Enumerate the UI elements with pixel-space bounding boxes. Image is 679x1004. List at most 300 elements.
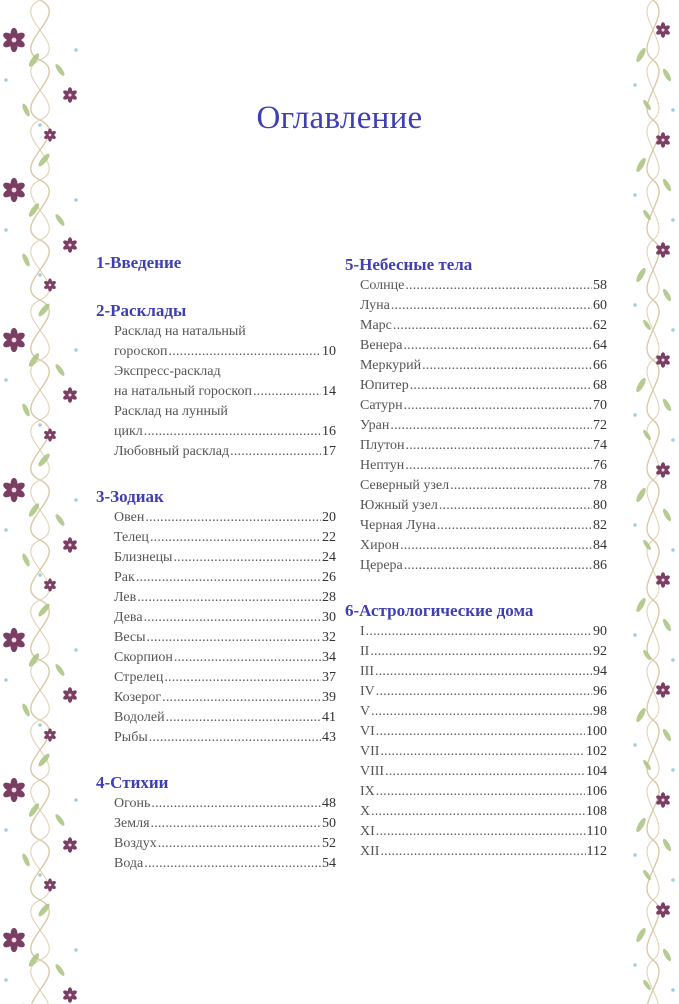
flower-ornament — [2, 328, 26, 352]
leaf-ornament — [661, 68, 672, 83]
toc-entry[interactable] — [360, 416, 607, 436]
entry-label: Нептун — [360, 458, 405, 473]
entry-label: Плутон — [360, 438, 405, 453]
toc-entry[interactable] — [114, 648, 336, 668]
dot-leader — [439, 496, 592, 516]
toc-entry[interactable] — [360, 336, 607, 356]
entry-label: Рак — [114, 570, 135, 585]
flower-ornament — [62, 237, 78, 252]
entry-page-number: 60 — [593, 298, 607, 313]
entry-label: Рыбы — [114, 730, 148, 745]
flower-ornament — [2, 778, 26, 802]
entry-page-number: 20 — [322, 510, 336, 525]
dot-leader — [144, 608, 321, 628]
dot-ornament — [4, 978, 8, 982]
leaf-ornament — [661, 398, 672, 413]
entry-page-number: 90 — [593, 624, 607, 639]
toc-entry[interactable] — [360, 276, 607, 296]
entry-page-number: 48 — [322, 796, 336, 811]
leaf-ornament — [27, 802, 41, 818]
floral-border-right — [627, 0, 679, 1004]
entry-page-number: 37 — [322, 670, 336, 685]
toc-entry[interactable] — [360, 802, 607, 822]
dot-leader — [162, 688, 321, 708]
dot-leader — [405, 456, 592, 476]
dot-ornament — [4, 828, 8, 832]
toc-entry[interactable] — [114, 528, 336, 548]
dot-ornament — [74, 798, 78, 802]
toc-entry[interactable] — [360, 622, 607, 642]
entry-label: Юпитер — [360, 378, 409, 393]
entry-label: Церера — [360, 558, 403, 573]
flower-ornament — [2, 28, 26, 52]
dot-leader — [437, 516, 592, 536]
flower-ornament — [2, 178, 26, 202]
leaf-ornament — [661, 838, 672, 853]
leaf-ornament — [54, 63, 66, 77]
entry-page-number: 64 — [593, 338, 607, 353]
toc-entry[interactable] — [360, 376, 607, 396]
entry-label: Венера — [360, 338, 403, 353]
flower-ornament — [62, 387, 78, 402]
toc-section-introduction — [96, 252, 336, 274]
dot-leader — [422, 356, 592, 376]
leaf-ornament — [635, 157, 648, 174]
flower-ornament — [43, 728, 56, 741]
entry-page-number: 70 — [593, 398, 607, 413]
entry-label: Весы — [114, 630, 146, 645]
toc-entry[interactable] — [114, 608, 336, 628]
flower-ornament — [62, 987, 78, 1002]
toc-entry[interactable] — [114, 708, 336, 728]
entry-page-number: 100 — [586, 724, 607, 739]
toc-entry-line[interactable]: Расклад на натальный — [114, 324, 246, 339]
dot-ornament — [671, 878, 675, 882]
entry-label: Овен — [114, 510, 145, 525]
entry-page-number: 110 — [586, 824, 607, 839]
dot-ornament — [4, 528, 8, 532]
entry-label: Огонь — [114, 796, 151, 811]
dot-leader — [380, 742, 585, 762]
entry-label: Луна — [360, 298, 390, 313]
toc-entry[interactable] — [360, 436, 607, 456]
entry-label: Южный узел — [360, 498, 438, 513]
entry-page-number: 50 — [322, 816, 336, 831]
dot-leader — [406, 436, 592, 456]
dot-leader — [158, 834, 321, 854]
leaf-ornament — [21, 553, 31, 568]
dot-leader — [169, 342, 321, 362]
section-heading[interactable]: 4-Стихии — [96, 773, 169, 792]
toc-entry-line[interactable]: Расклад на лунный — [114, 404, 228, 419]
dot-leader — [390, 416, 592, 436]
dot-ornament — [671, 218, 675, 222]
flower-ornament — [2, 928, 26, 952]
leaf-ornament — [27, 502, 41, 518]
entry-label: Скорпион — [114, 650, 173, 665]
entry-page-number: 68 — [593, 378, 607, 393]
dot-leader — [450, 476, 592, 496]
leaf-ornament — [635, 927, 648, 944]
toc-entry[interactable] — [114, 548, 336, 568]
entry-page-number: 80 — [593, 498, 607, 513]
toc-section-astrological-houses — [345, 600, 607, 862]
flower-ornament — [43, 578, 56, 591]
toc-entry[interactable] — [360, 662, 607, 682]
toc-entry[interactable] — [114, 668, 336, 688]
entry-label: Сатурн — [360, 398, 403, 413]
entry-page-number: 84 — [593, 538, 607, 553]
dot-leader — [393, 316, 592, 336]
entry-label: Козерог — [114, 690, 162, 705]
toc-entry[interactable] — [360, 702, 607, 722]
toc-entry[interactable] — [360, 722, 607, 742]
entry-label: Лев — [114, 590, 137, 605]
dot-leader — [380, 842, 585, 862]
dot-leader — [151, 814, 321, 834]
toc-entry[interactable] — [360, 642, 607, 662]
entry-label: Водолей — [114, 710, 165, 725]
entry-page-number: 98 — [593, 704, 607, 719]
leaf-ornament — [54, 663, 66, 677]
entry-page-number: 72 — [593, 418, 607, 433]
entry-label: XII — [360, 844, 380, 859]
toc-entry[interactable] — [360, 456, 607, 476]
entry-list — [345, 622, 607, 862]
dot-ornament — [633, 963, 637, 967]
toc-entry[interactable] — [360, 742, 607, 762]
dot-leader — [400, 536, 592, 556]
entry-label: Северный узел — [360, 478, 450, 493]
toc-entry[interactable] — [114, 834, 336, 854]
entry-page-number: 112 — [586, 844, 607, 859]
entry-label: Меркурий — [360, 358, 422, 373]
flower-ornament — [655, 682, 671, 697]
dot-ornament — [671, 988, 675, 992]
leaf-ornament — [635, 267, 648, 284]
dot-leader — [410, 376, 592, 396]
dot-leader — [376, 782, 585, 802]
toc-entry[interactable] — [114, 728, 336, 748]
vine-ornament — [31, 0, 49, 1004]
entry-page-number: 10 — [322, 344, 336, 359]
toc-entry[interactable] — [360, 556, 607, 576]
flower-ornament — [43, 278, 56, 291]
entry-page-number: 106 — [586, 784, 607, 799]
toc-entry[interactable] — [360, 516, 607, 536]
leaf-ornament — [635, 707, 648, 724]
leaf-ornament — [54, 813, 66, 827]
leaf-ornament — [21, 253, 31, 268]
entry-label: Земля — [114, 816, 150, 831]
section-heading[interactable]: 5-Небесные тела — [345, 255, 473, 274]
leaf-ornament — [21, 853, 31, 868]
dot-ornament — [633, 523, 637, 527]
entry-label: Любовный расклад — [114, 444, 230, 459]
dot-ornament — [38, 573, 42, 577]
dot-leader — [404, 556, 592, 576]
toc-entry[interactable] — [114, 794, 336, 814]
entry-page-number: 52 — [322, 836, 336, 851]
flower-ornament — [62, 687, 78, 702]
toc-section-spreads — [96, 300, 336, 462]
leaf-ornament — [21, 703, 31, 718]
entry-page-number: 62 — [593, 318, 607, 333]
dot-ornament — [38, 723, 42, 727]
dot-ornament — [671, 658, 675, 662]
entry-label: XI — [360, 824, 375, 839]
floral-border-left — [0, 0, 82, 1004]
entry-page-number: 17 — [322, 444, 336, 459]
dot-ornament — [633, 853, 637, 857]
dot-ornament — [38, 273, 42, 277]
entry-page-number: 32 — [322, 630, 336, 645]
dot-ornament — [38, 423, 42, 427]
toc-entry[interactable] — [114, 854, 336, 874]
section-heading[interactable]: 1-Введение — [96, 253, 182, 272]
dot-ornament — [74, 198, 78, 202]
entry-label: гороскоп — [114, 344, 168, 359]
toc-entry[interactable] — [114, 442, 336, 462]
entry-page-number: 66 — [593, 358, 607, 373]
entry-label: Телец — [114, 530, 149, 545]
dot-ornament — [633, 83, 637, 87]
dot-leader — [405, 276, 592, 296]
dot-leader — [174, 648, 321, 668]
dot-leader — [173, 548, 321, 568]
leaf-ornament — [661, 178, 672, 193]
vine-ornament — [647, 0, 659, 1004]
dot-ornament — [633, 633, 637, 637]
dot-leader — [144, 854, 321, 874]
toc-entry[interactable] — [360, 396, 607, 416]
dot-leader — [376, 822, 586, 842]
dot-ornament — [4, 678, 8, 682]
dot-leader — [371, 802, 585, 822]
dot-leader — [371, 702, 592, 722]
leaf-ornament — [661, 288, 672, 303]
toc-entry[interactable] — [360, 296, 607, 316]
toc-entry[interactable] — [114, 342, 336, 362]
entry-label: Воздух — [114, 836, 157, 851]
dot-ornament — [38, 873, 42, 877]
toc-entry[interactable] — [360, 762, 607, 782]
toc-entry[interactable] — [360, 316, 607, 336]
entry-page-number: 94 — [593, 664, 607, 679]
page-title: Оглавление — [256, 100, 423, 136]
dot-leader — [149, 728, 321, 748]
dot-ornament — [4, 228, 8, 232]
toc-entry[interactable] — [114, 628, 336, 648]
dot-leader — [375, 662, 592, 682]
dot-leader — [376, 682, 592, 702]
dot-leader — [151, 794, 321, 814]
dot-ornament — [633, 193, 637, 197]
entry-page-number: 96 — [593, 684, 607, 699]
dot-ornament — [633, 743, 637, 747]
dot-ornament — [74, 498, 78, 502]
dot-ornament — [74, 648, 78, 652]
leaf-ornament — [661, 948, 672, 963]
toc-entry[interactable] — [360, 782, 607, 802]
entry-page-number: 43 — [322, 730, 336, 745]
leaf-ornament — [635, 597, 648, 614]
entry-label: V — [360, 704, 371, 719]
entry-page-number: 86 — [593, 558, 607, 573]
dot-leader — [230, 442, 321, 462]
toc-entry[interactable] — [114, 588, 336, 608]
dot-ornament — [671, 548, 675, 552]
entry-label: Черная Луна — [360, 518, 436, 533]
toc-entry[interactable] — [360, 842, 607, 862]
dot-ornament — [4, 78, 8, 82]
dot-leader — [144, 422, 321, 442]
entry-page-number: 28 — [322, 590, 336, 605]
leaf-ornament — [661, 728, 672, 743]
toc-entry[interactable] — [360, 822, 607, 842]
entry-list — [96, 794, 336, 874]
entry-label: IX — [360, 784, 375, 799]
dot-ornament — [74, 948, 78, 952]
dot-leader — [391, 296, 592, 316]
dot-leader — [376, 722, 585, 742]
leaf-ornament — [661, 508, 672, 523]
leaf-ornament — [27, 202, 41, 218]
entry-page-number: 16 — [322, 424, 336, 439]
dot-ornament — [633, 303, 637, 307]
dot-leader — [253, 382, 321, 402]
dot-leader — [164, 668, 321, 688]
leaf-ornament — [635, 47, 648, 64]
leaf-ornament — [635, 377, 648, 394]
toc-section-zodiac — [96, 486, 336, 748]
dot-ornament — [671, 328, 675, 332]
dot-ornament — [74, 48, 78, 52]
dot-leader — [366, 622, 592, 642]
flower-ornament — [43, 428, 56, 441]
entry-page-number: 34 — [322, 650, 336, 665]
dot-leader — [145, 508, 321, 528]
entry-label: I — [360, 624, 365, 639]
entry-page-number: 39 — [322, 690, 336, 705]
entry-page-number: 54 — [322, 856, 336, 871]
entry-label: Марс — [360, 318, 392, 333]
entry-page-number: 30 — [322, 610, 336, 625]
toc-entry[interactable] — [360, 476, 607, 496]
leaf-ornament — [54, 513, 66, 527]
entry-label: III — [360, 664, 374, 679]
entry-label: II — [360, 644, 370, 659]
toc-entry[interactable] — [360, 496, 607, 516]
flower-ornament — [62, 537, 78, 552]
dot-leader — [385, 762, 585, 782]
entry-page-number: 92 — [593, 644, 607, 659]
toc-entry[interactable] — [114, 508, 336, 528]
entry-label: на натальный гороскоп — [114, 384, 252, 399]
entry-page-number: 102 — [586, 744, 607, 759]
entry-label: Дева — [114, 610, 143, 625]
entry-page-number: 76 — [593, 458, 607, 473]
entry-page-number: 78 — [593, 478, 607, 493]
entry-page-number: 22 — [322, 530, 336, 545]
flower-ornament — [62, 837, 78, 852]
leaf-ornament — [635, 817, 648, 834]
entry-page-number: 104 — [586, 764, 607, 779]
dot-ornament — [633, 413, 637, 417]
dot-leader — [166, 708, 321, 728]
toc-entry[interactable] — [360, 682, 607, 702]
dot-leader — [137, 588, 321, 608]
entry-page-number: 58 — [593, 278, 607, 293]
toc-entry-line[interactable]: Экспресс-расклад — [114, 364, 221, 379]
flower-ornament — [2, 628, 26, 652]
flower-ornament — [43, 878, 56, 891]
entry-label: Солнце — [360, 278, 405, 293]
entry-page-number: 74 — [593, 438, 607, 453]
dot-leader — [136, 568, 321, 588]
leaf-ornament — [54, 363, 66, 377]
dot-ornament — [671, 768, 675, 772]
entry-label: VI — [360, 724, 375, 739]
section-heading[interactable]: 6-Астрологические дома — [345, 601, 534, 620]
entry-page-number: 24 — [322, 550, 336, 565]
toc-entry[interactable] — [360, 536, 607, 556]
toc-section-celestial-bodies — [345, 254, 607, 576]
toc-entry[interactable] — [114, 422, 336, 442]
dot-leader — [404, 396, 592, 416]
entry-label: IV — [360, 684, 375, 699]
leaf-ornament — [661, 618, 672, 633]
flower-ornament — [655, 22, 671, 37]
toc-column-right — [345, 254, 607, 862]
section-heading[interactable]: 2-Расклады — [96, 301, 187, 320]
toc-section-elements — [96, 772, 336, 874]
dot-leader — [147, 628, 321, 648]
entry-page-number: 26 — [322, 570, 336, 585]
toc-entry[interactable] — [360, 356, 607, 376]
entry-label: VIII — [360, 764, 385, 779]
entry-label: цикл — [114, 424, 143, 439]
entry-page-number: 14 — [322, 384, 336, 399]
toc-entry[interactable] — [114, 814, 336, 834]
dot-leader — [370, 642, 592, 662]
entry-list — [345, 276, 607, 576]
entry-label: Уран — [360, 418, 390, 433]
toc-entry[interactable] — [114, 382, 336, 402]
entry-label: Хирон — [360, 538, 400, 553]
leaf-ornament — [21, 403, 31, 418]
entry-page-number: 108 — [586, 804, 607, 819]
toc-entry[interactable] — [114, 568, 336, 588]
entry-label: Близнецы — [114, 550, 173, 565]
dot-ornament — [671, 438, 675, 442]
dot-leader — [150, 528, 321, 548]
entry-label: X — [360, 804, 371, 819]
leaf-ornament — [54, 963, 66, 977]
entry-page-number: 41 — [322, 710, 336, 725]
flower-ornament — [2, 478, 26, 502]
section-heading[interactable]: 3-Зодиак — [96, 487, 164, 506]
entry-list — [96, 508, 336, 748]
toc-column-left — [96, 252, 336, 874]
leaf-ornament — [54, 213, 66, 227]
dot-ornament — [4, 378, 8, 382]
entry-label: VII — [360, 744, 380, 759]
entry-page-number: 82 — [593, 518, 607, 533]
entry-label: Стрелец — [114, 670, 164, 685]
toc-entry[interactable] — [114, 688, 336, 708]
dot-leader — [403, 336, 592, 356]
